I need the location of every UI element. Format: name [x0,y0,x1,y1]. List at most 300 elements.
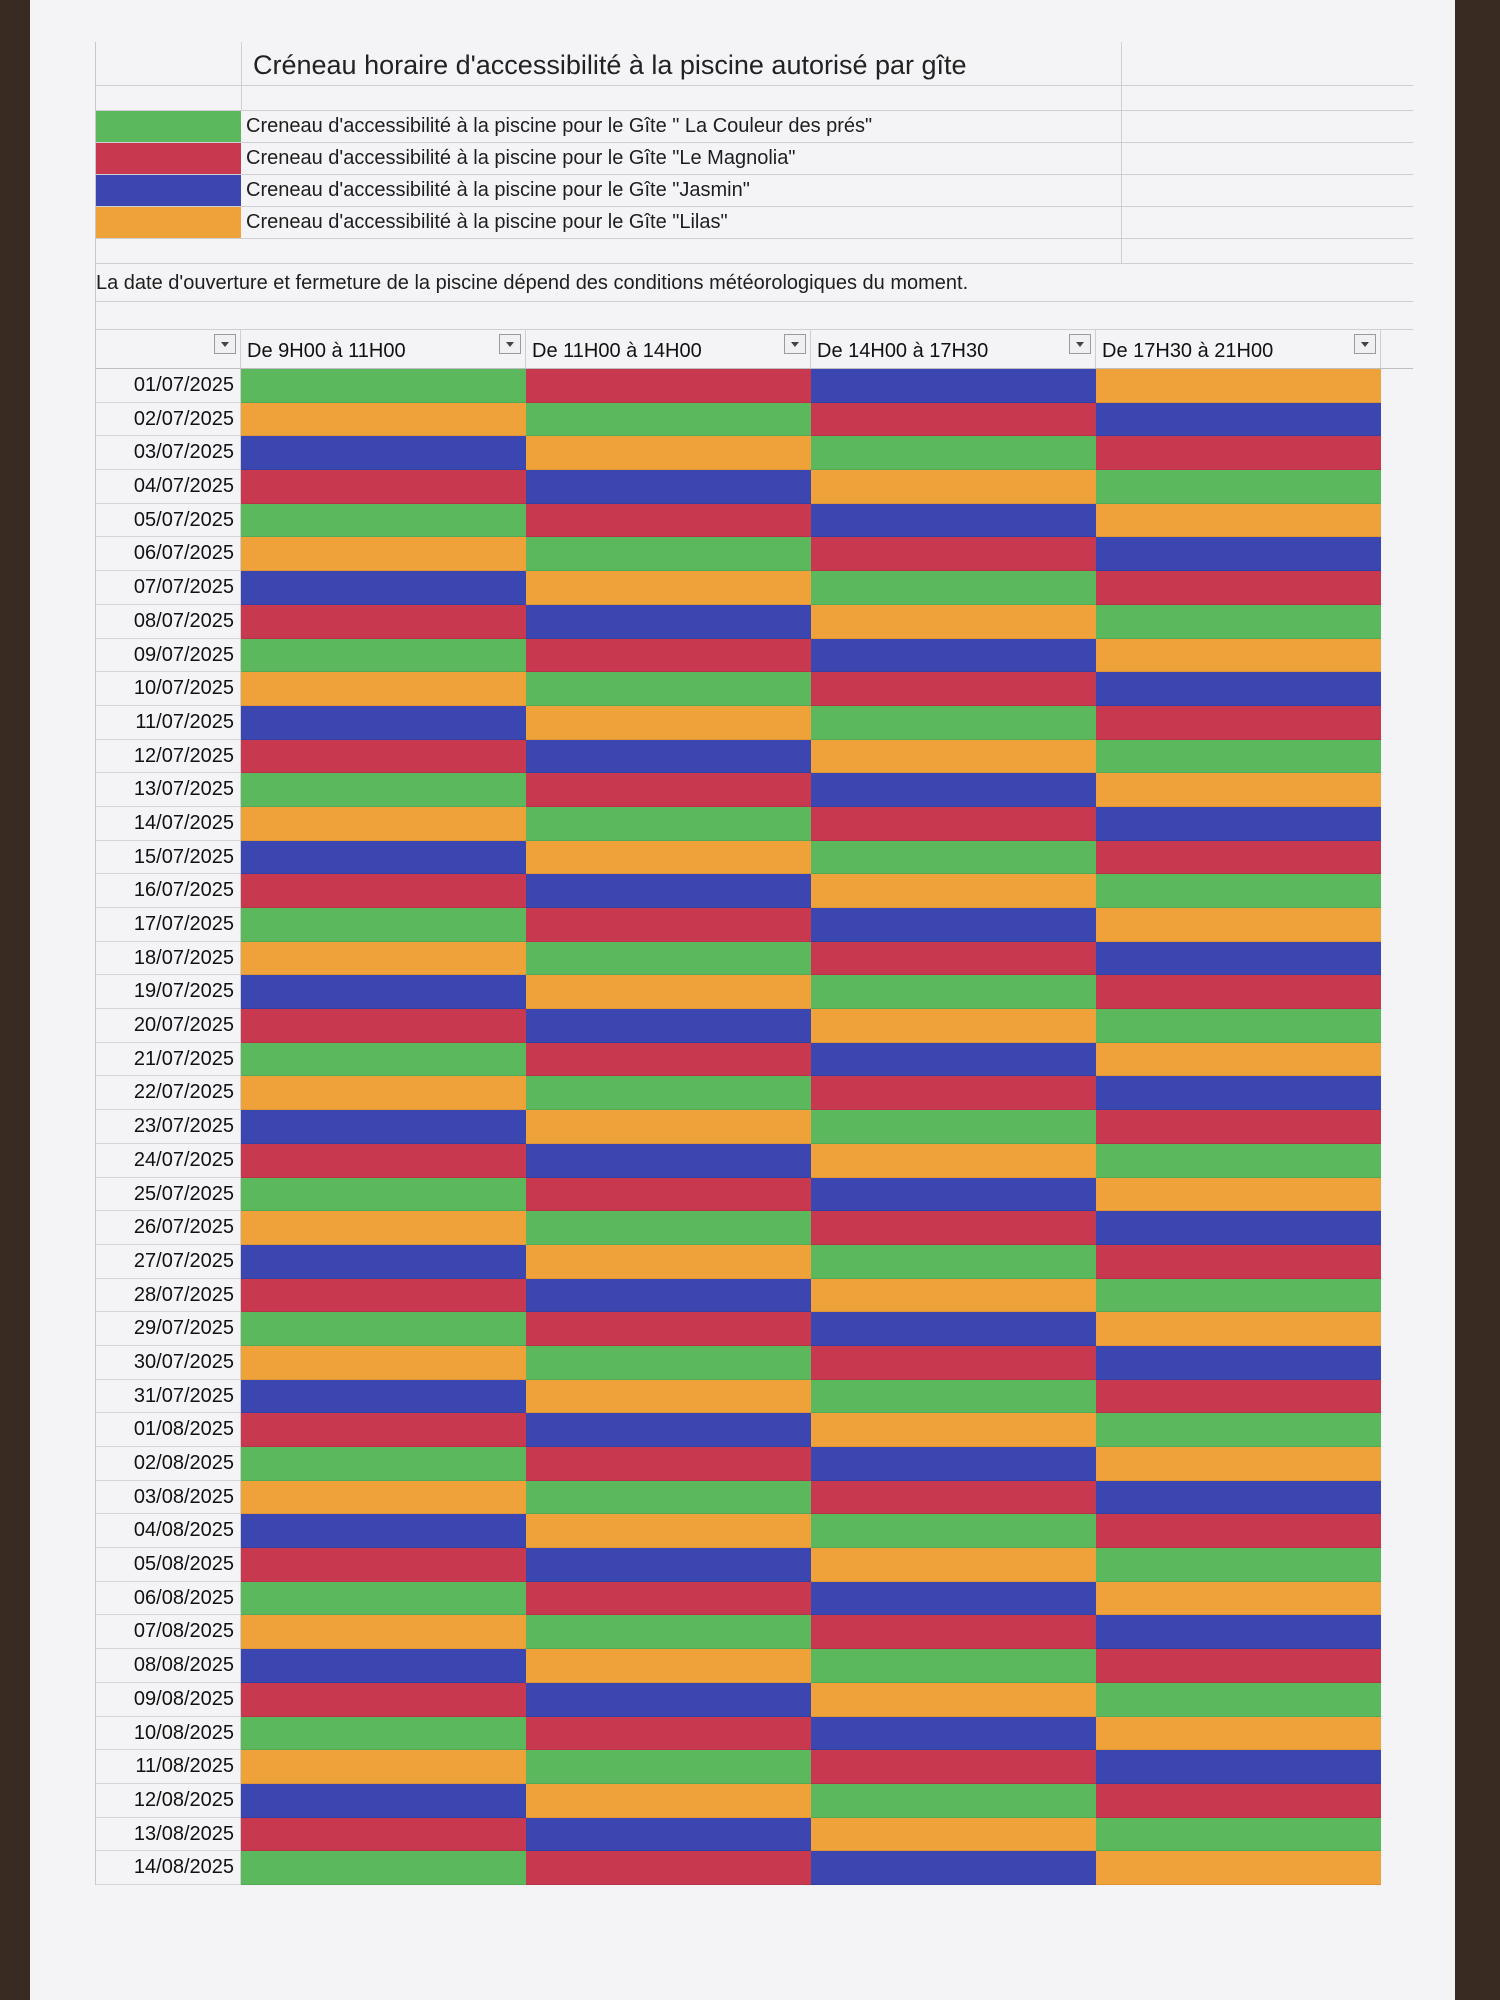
spacer-row [96,302,1413,330]
table-row [96,1750,1413,1784]
slot-cell-blue [1096,807,1381,841]
slot-cell-blue [811,908,1096,942]
table-row [96,504,1413,538]
table-row [96,874,1413,908]
date-cell: 10/07/2025 [96,672,241,706]
slot-cell-orange [1096,1043,1381,1077]
legend-swatch [96,207,241,238]
slot-cell-blue [241,571,526,605]
slot-cell-green [241,1447,526,1481]
spacer-row [96,239,1413,264]
slot-cell-blue [811,369,1096,403]
slot-cell-red [811,1615,1096,1649]
table-row [96,1380,1413,1414]
slot-cell-red [1096,1514,1381,1548]
date-cell: 01/07/2025 [96,369,241,403]
slot-cell-green [526,537,811,571]
table-row [96,1178,1413,1212]
slot-cell-green [1096,1548,1381,1582]
slot-cell-orange [1096,1851,1381,1885]
slot-cell-orange [241,807,526,841]
date-cell: 17/07/2025 [96,908,241,942]
table-row [96,1784,1413,1818]
slot-cell-orange [241,1615,526,1649]
filter-dropdown-icon[interactable] [499,334,521,354]
slot-cell-orange [811,605,1096,639]
slot-cell-blue [811,639,1096,673]
date-cell: 04/08/2025 [96,1514,241,1548]
slot-cell-orange [1096,369,1381,403]
table-row [96,1211,1413,1245]
slot-cell-blue [526,1279,811,1313]
slot-cell-blue [526,470,811,504]
filter-dropdown-icon[interactable] [214,334,236,354]
slot-cell-orange [526,1245,811,1279]
table-row [96,1582,1413,1616]
slot-cell-red [1096,1649,1381,1683]
slot-cell-green [241,773,526,807]
table-row [96,1076,1413,1110]
slot-cell-red [526,639,811,673]
date-cell: 05/08/2025 [96,1548,241,1582]
table-row [96,773,1413,807]
slot-cell-blue [811,1582,1096,1616]
slot-cell-orange [1096,639,1381,673]
schedule-table [96,369,1413,1885]
slot-cell-orange [526,1514,811,1548]
date-cell: 24/07/2025 [96,1144,241,1178]
date-cell: 07/08/2025 [96,1615,241,1649]
table-row [96,369,1413,403]
slot-cell-orange [526,1380,811,1414]
date-cell: 09/07/2025 [96,639,241,673]
date-cell: 14/07/2025 [96,807,241,841]
table-row [96,1110,1413,1144]
legend-row [96,143,1413,175]
note-row [96,264,1413,302]
date-cell: 14/08/2025 [96,1851,241,1885]
note-text: La date d'ouverture et fermeture de la piscine dépend des conditions météorologiques du moment. [96,272,969,294]
slot-cell-green [1096,470,1381,504]
slot-cell-green [241,908,526,942]
slot-cell-blue [811,1043,1096,1077]
slot-cell-blue [526,1548,811,1582]
slot-cell-green [811,1649,1096,1683]
date-cell: 16/07/2025 [96,874,241,908]
slot-cell-orange [241,537,526,571]
slot-cell-red [241,1548,526,1582]
title-row [96,42,1413,86]
date-cell: 30/07/2025 [96,1346,241,1380]
slot-cell-red [1096,841,1381,875]
slot-cell-orange [526,436,811,470]
table-row [96,1717,1413,1751]
slot-cell-blue [526,1144,811,1178]
legend-label: Creneau d'accessibilité à la piscine pour le Gîte "Jasmin" [246,179,750,201]
slot-cell-red [811,1750,1096,1784]
date-cell: 27/07/2025 [96,1245,241,1279]
slot-cell-red [811,1211,1096,1245]
slot-cell-red [526,1851,811,1885]
date-cell: 26/07/2025 [96,1211,241,1245]
column-header: De 9H00 à 11H00 [241,330,526,368]
slot-cell-green [1096,874,1381,908]
slot-cell-orange [811,470,1096,504]
slot-cell-red [526,908,811,942]
slot-cell-red [1096,571,1381,605]
table-row [96,1279,1413,1313]
slot-cell-green [1096,1009,1381,1043]
slot-cell-red [811,807,1096,841]
slot-cell-blue [526,605,811,639]
date-cell: 07/07/2025 [96,571,241,605]
date-cell: 03/07/2025 [96,436,241,470]
slot-cell-orange [241,942,526,976]
table-row [96,1009,1413,1043]
page-title: Créneau horaire d'accessibilité à la piscine autorisé par gîte [253,50,967,80]
table-row [96,1683,1413,1717]
slot-cell-orange [241,1346,526,1380]
slot-cell-red [526,1582,811,1616]
table-row [96,908,1413,942]
table-row [96,403,1413,437]
table-row [96,975,1413,1009]
slot-cell-blue [811,1851,1096,1885]
date-cell: 05/07/2025 [96,504,241,538]
slot-cell-orange [526,841,811,875]
date-cell: 31/07/2025 [96,1380,241,1414]
table-row [96,571,1413,605]
slot-cell-red [241,1279,526,1313]
column-header: De 14H00 à 17H30 [811,330,1096,368]
slot-cell-orange [526,1649,811,1683]
table-row [96,1649,1413,1683]
table-row [96,1481,1413,1515]
table-row [96,1851,1413,1885]
table-row [96,1447,1413,1481]
date-cell: 25/07/2025 [96,1178,241,1212]
filter-dropdown-icon[interactable] [1069,334,1091,354]
legend-row [96,175,1413,207]
slot-cell-blue [526,1818,811,1852]
slot-cell-orange [526,571,811,605]
slot-cell-blue [1096,1211,1381,1245]
date-cell: 06/08/2025 [96,1582,241,1616]
slot-cell-green [811,1380,1096,1414]
slot-cell-orange [1096,773,1381,807]
slot-cell-green [811,706,1096,740]
slot-cell-green [811,436,1096,470]
filter-dropdown-icon[interactable] [784,334,806,354]
date-cell: 13/08/2025 [96,1818,241,1852]
slot-cell-blue [1096,1615,1381,1649]
slot-cell-orange [811,1413,1096,1447]
table-row [96,706,1413,740]
slot-cell-red [526,1043,811,1077]
slot-cell-red [526,1312,811,1346]
slot-cell-red [241,605,526,639]
slot-cell-red [241,470,526,504]
slot-cell-green [1096,1413,1381,1447]
slot-cell-green [1096,1144,1381,1178]
table-row [96,639,1413,673]
legend [96,111,1413,239]
table-row [96,1144,1413,1178]
slot-cell-orange [811,1818,1096,1852]
slot-cell-orange [526,706,811,740]
slot-cell-blue [1096,1076,1381,1110]
slot-cell-red [526,773,811,807]
slot-cell-green [526,1346,811,1380]
slot-cell-orange [811,740,1096,774]
slot-cell-green [526,1076,811,1110]
slot-cell-red [1096,706,1381,740]
date-cell: 13/07/2025 [96,773,241,807]
slot-cell-red [811,942,1096,976]
slot-cell-orange [811,1548,1096,1582]
slot-cell-green [241,1851,526,1885]
table-row [96,1818,1413,1852]
slot-cell-blue [241,1245,526,1279]
date-cell: 04/07/2025 [96,470,241,504]
slot-cell-orange [811,1144,1096,1178]
date-cell: 02/08/2025 [96,1447,241,1481]
slot-cell-green [526,1615,811,1649]
slot-cell-green [811,1110,1096,1144]
date-cell: 08/07/2025 [96,605,241,639]
table-row [96,1413,1413,1447]
slot-cell-blue [811,1178,1096,1212]
date-cell: 10/08/2025 [96,1717,241,1751]
slot-cell-red [526,1447,811,1481]
slot-cell-blue [1096,1346,1381,1380]
slot-cell-blue [1096,1481,1381,1515]
slot-cell-red [811,537,1096,571]
table-row [96,740,1413,774]
slot-cell-orange [1096,908,1381,942]
slot-cell-green [1096,740,1381,774]
slot-cell-blue [811,1717,1096,1751]
slot-cell-blue [241,1380,526,1414]
date-cell: 22/07/2025 [96,1076,241,1110]
slot-cell-green [1096,605,1381,639]
slot-cell-blue [241,841,526,875]
slot-cell-green [811,1514,1096,1548]
table-row [96,470,1413,504]
slot-cell-orange [241,403,526,437]
table-row [96,1043,1413,1077]
slot-cell-orange [1096,504,1381,538]
slot-cell-orange [241,672,526,706]
slot-cell-blue [241,975,526,1009]
table-row [96,1514,1413,1548]
date-cell: 11/08/2025 [96,1750,241,1784]
date-column-header [96,330,241,368]
slot-cell-red [526,369,811,403]
date-cell: 01/08/2025 [96,1413,241,1447]
slot-cell-blue [241,706,526,740]
slot-cell-orange [811,1683,1096,1717]
slot-cell-red [1096,1245,1381,1279]
legend-swatch [96,111,241,142]
slot-cell-blue [241,436,526,470]
slot-cell-green [526,1750,811,1784]
date-cell: 19/07/2025 [96,975,241,1009]
slot-cell-blue [526,1009,811,1043]
printed-sheet [30,0,1455,2000]
filter-dropdown-icon[interactable] [1354,334,1376,354]
slot-cell-green [241,1312,526,1346]
slot-cell-red [1096,1110,1381,1144]
slot-cell-blue [1096,672,1381,706]
slot-cell-red [811,1481,1096,1515]
slot-cell-orange [241,1211,526,1245]
slot-cell-blue [241,1784,526,1818]
slot-cell-blue [241,1649,526,1683]
slot-cell-green [811,841,1096,875]
slot-cell-blue [526,1413,811,1447]
slot-cell-red [1096,1380,1381,1414]
date-cell: 21/07/2025 [96,1043,241,1077]
slot-cell-orange [1096,1178,1381,1212]
slot-cell-blue [526,874,811,908]
slot-cell-orange [526,1784,811,1818]
slot-cell-orange [1096,1582,1381,1616]
table-row [96,537,1413,571]
date-cell: 03/08/2025 [96,1481,241,1515]
table-row [96,1346,1413,1380]
column-header: De 17H30 à 21H00 [1096,330,1381,368]
legend-label: Creneau d'accessibilité à la piscine pour le Gîte "Le Magnolia" [246,147,796,169]
column-header: De 11H00 à 14H00 [526,330,811,368]
slot-cell-blue [811,1312,1096,1346]
date-cell: 29/07/2025 [96,1312,241,1346]
slot-cell-blue [1096,1750,1381,1784]
slot-cell-orange [241,1076,526,1110]
table-row [96,672,1413,706]
date-cell: 23/07/2025 [96,1110,241,1144]
slot-cell-red [241,1144,526,1178]
legend-row [96,111,1413,143]
slot-cell-orange [1096,1717,1381,1751]
date-cell: 12/07/2025 [96,740,241,774]
slot-cell-green [1096,1279,1381,1313]
slot-cell-blue [1096,942,1381,976]
slot-cell-green [526,942,811,976]
slot-cell-orange [1096,1312,1381,1346]
slot-cell-green [1096,1683,1381,1717]
legend-label: Creneau d'accessibilité à la piscine pour le Gîte "Lilas" [246,211,728,233]
slot-cell-blue [241,1110,526,1144]
slot-cell-blue [811,504,1096,538]
slot-cell-green [241,504,526,538]
slot-cell-orange [526,975,811,1009]
slot-cell-green [241,1178,526,1212]
slot-cell-blue [526,1683,811,1717]
table-row [96,841,1413,875]
table-row [96,942,1413,976]
slot-cell-green [241,369,526,403]
legend-swatch [96,143,241,174]
table-row [96,1312,1413,1346]
slot-cell-red [241,740,526,774]
slot-cell-red [1096,1784,1381,1818]
slot-cell-green [526,1481,811,1515]
slot-cell-orange [811,1009,1096,1043]
date-cell: 15/07/2025 [96,841,241,875]
slot-cell-green [241,639,526,673]
table-row [96,605,1413,639]
date-cell: 12/08/2025 [96,1784,241,1818]
slot-cell-red [811,1076,1096,1110]
slot-cell-red [241,874,526,908]
slot-cell-red [241,1009,526,1043]
table-row [96,807,1413,841]
slot-cell-green [526,1211,811,1245]
slot-cell-red [241,1413,526,1447]
slot-cell-green [811,571,1096,605]
slot-cell-blue [241,1514,526,1548]
slot-cell-orange [811,1279,1096,1313]
table-header [96,330,1413,369]
date-cell: 28/07/2025 [96,1279,241,1313]
slot-cell-blue [1096,537,1381,571]
slot-cell-orange [811,874,1096,908]
slot-cell-orange [241,1750,526,1784]
slot-cell-blue [526,740,811,774]
slot-cell-green [526,403,811,437]
table-row [96,436,1413,470]
spacer-row [96,86,1413,111]
slot-cell-green [811,1245,1096,1279]
date-cell: 11/07/2025 [96,706,241,740]
legend-label: Creneau d'accessibilité à la piscine pour le Gîte " La Couleur des prés" [246,115,873,137]
slot-cell-red [526,1717,811,1751]
table-row [96,1615,1413,1649]
date-cell: 18/07/2025 [96,942,241,976]
slot-cell-green [241,1717,526,1751]
slot-cell-green [811,975,1096,1009]
slot-cell-green [526,807,811,841]
slot-cell-red [241,1683,526,1717]
slot-cell-red [1096,975,1381,1009]
slot-cell-red [241,1818,526,1852]
slot-cell-red [526,1178,811,1212]
slot-cell-blue [1096,403,1381,437]
legend-swatch [96,175,241,206]
slot-cell-blue [811,773,1096,807]
slot-cell-blue [811,1447,1096,1481]
slot-cell-green [241,1043,526,1077]
slot-cell-green [241,1582,526,1616]
date-cell: 02/07/2025 [96,403,241,437]
date-cell: 09/08/2025 [96,1683,241,1717]
table-row [96,1548,1413,1582]
slot-cell-orange [526,1110,811,1144]
slot-cell-orange [1096,1447,1381,1481]
slot-cell-red [526,504,811,538]
table-row [96,1245,1413,1279]
slot-cell-green [526,672,811,706]
slot-cell-green [1096,1818,1381,1852]
slot-cell-red [811,403,1096,437]
slot-cell-red [1096,436,1381,470]
date-cell: 20/07/2025 [96,1009,241,1043]
slot-cell-orange [241,1481,526,1515]
slot-cell-green [811,1784,1096,1818]
date-cell: 06/07/2025 [96,537,241,571]
slot-cell-red [811,1346,1096,1380]
